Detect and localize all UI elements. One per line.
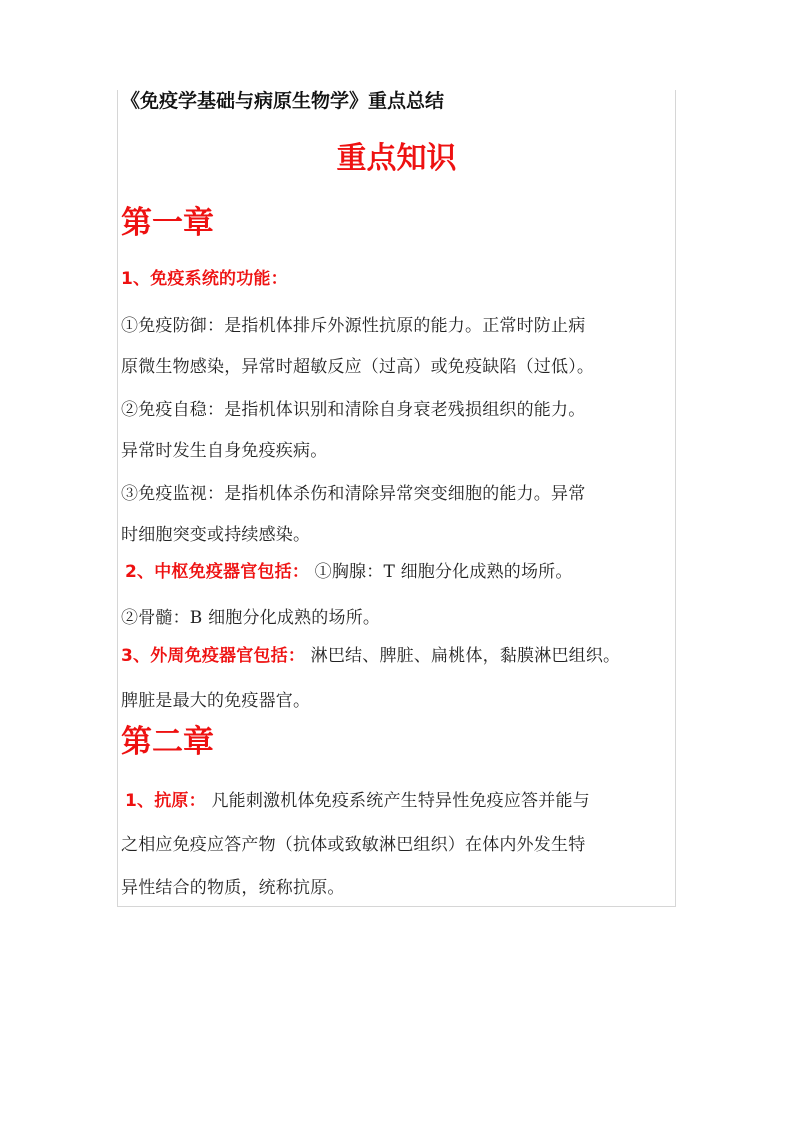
paragraph-line: 异常时发生自身免疫疾病。 bbox=[121, 441, 328, 461]
paragraph-line: ①免疫防御：是指机体排斥外源性抗原的能力。正常时防止病 bbox=[121, 316, 586, 336]
section-heading: 2、中枢免疫器官包括： bbox=[125, 562, 310, 582]
paragraph-text: 淋巴结、脾脏、扁桃体，黏膜淋巴组织。 bbox=[310, 646, 621, 666]
chapter-1-title: 第一章 bbox=[121, 205, 214, 241]
section-heading: 3、外周免疫器官包括： bbox=[121, 646, 306, 666]
ch1-item3-line bbox=[121, 641, 620, 666]
ch2-item1-line bbox=[125, 786, 590, 811]
paragraph-line: 之相应免疫应答产物（抗体或致敏淋巴组织）在体内外发生特 bbox=[121, 835, 586, 855]
section-heading: 1、免疫系统的功能： bbox=[121, 269, 288, 289]
paragraph-line: 脾脏是最大的免疫器官。 bbox=[121, 691, 311, 711]
paragraph-line: ③免疫监视：是指机体杀伤和清除异常突变细胞的能力。异常 bbox=[121, 484, 586, 504]
paragraph-line: ②免疫自稳：是指机体识别和清除自身衰老残损组织的能力。 bbox=[121, 400, 586, 420]
main-heading: 重点知识 bbox=[336, 141, 457, 176]
paragraph-line: 时细胞突变或持续感染。 bbox=[121, 525, 311, 545]
paragraph-text: ①胸腺：T 细胞分化成熟的场所。 bbox=[314, 562, 573, 582]
paragraph-line: 异性结合的物质，统称抗原。 bbox=[121, 878, 345, 898]
section-heading: 1、抗原： bbox=[125, 791, 206, 811]
document-title: 《免疫学基础与病原生物学》重点总结 bbox=[121, 90, 445, 112]
paragraph-line: 原微生物感染，异常时超敏反应（过高）或免疫缺陷（过低）。 bbox=[121, 357, 595, 377]
ch1-item2-line bbox=[125, 557, 573, 582]
paragraph-text: 凡能刺激机体免疫系统产生特异性免疫应答并能与 bbox=[211, 791, 590, 811]
ch1-item1-heading bbox=[121, 264, 288, 289]
paragraph-line: ②骨髓：B 细胞分化成熟的场所。 bbox=[121, 608, 381, 628]
chapter-2-title: 第二章 bbox=[121, 724, 214, 760]
